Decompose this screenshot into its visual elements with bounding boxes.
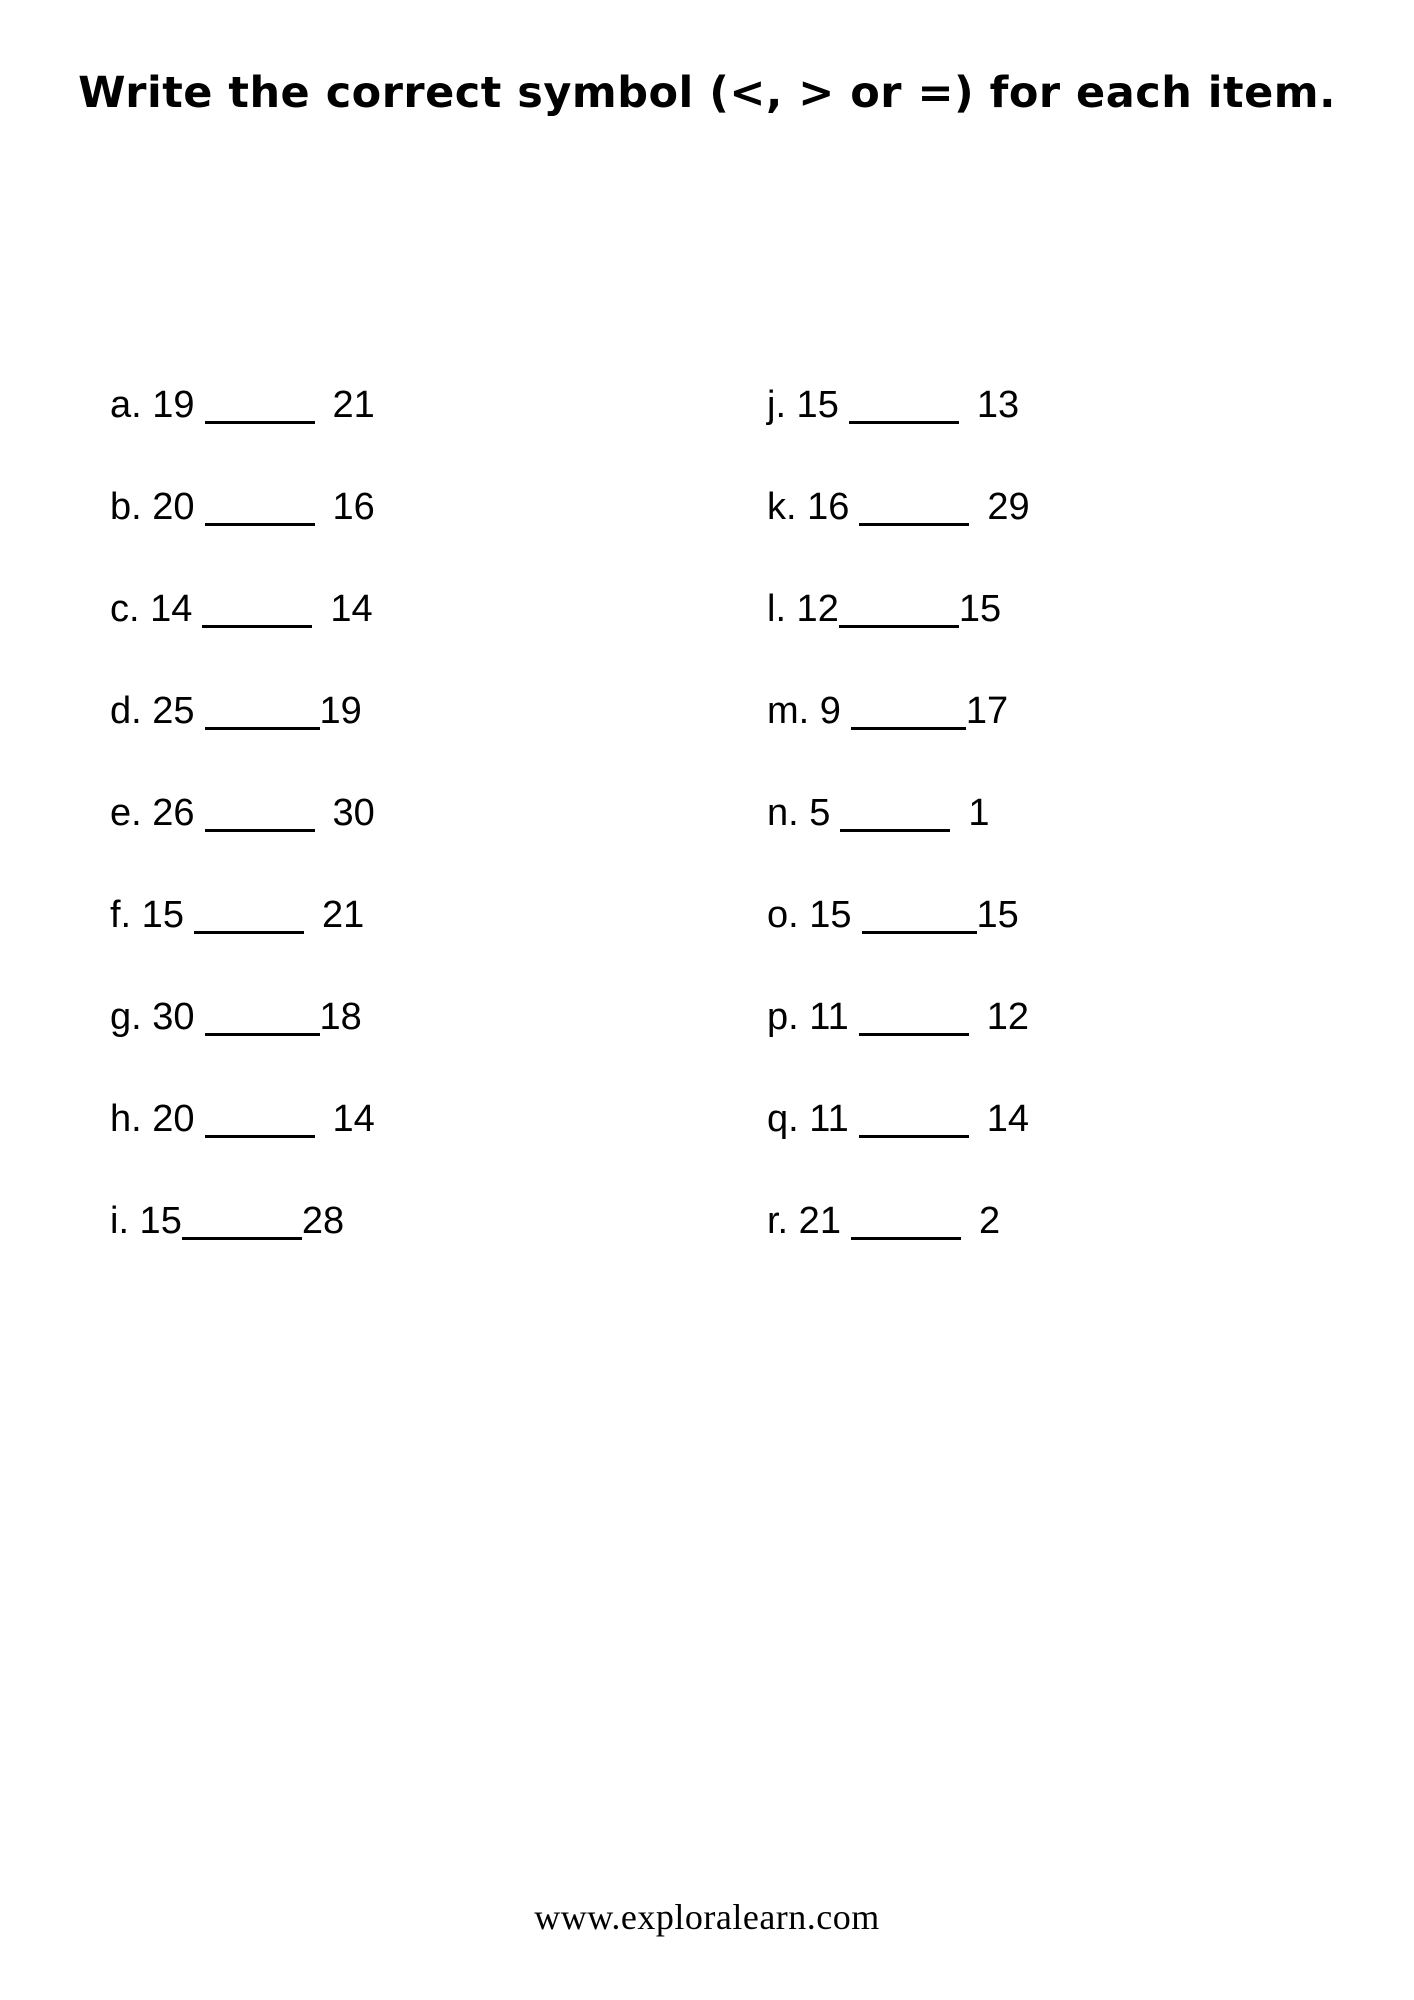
problem-item [60, 762, 707, 864]
problem-item [707, 354, 1354, 456]
item-label: i. [110, 1199, 129, 1242]
problem-item [60, 864, 707, 966]
answer-blank[interactable] [182, 1211, 302, 1240]
problem-item [707, 456, 1354, 558]
answer-blank[interactable] [851, 701, 966, 730]
answer-blank[interactable] [859, 1007, 969, 1036]
right-operand: 30 [332, 791, 375, 834]
item-label: p. [767, 995, 799, 1038]
problem-list [0, 354, 1414, 1272]
right-operand: 1 [968, 791, 990, 834]
problem-item [707, 966, 1354, 1068]
right-operand: 17 [965, 689, 1009, 732]
problem-item [60, 660, 707, 762]
right-operand: 21 [332, 383, 375, 426]
problem-item [707, 1170, 1354, 1272]
item-label: j. [767, 383, 786, 426]
left-operand: 30 [141, 995, 195, 1038]
left-operand: 12 [786, 587, 839, 630]
answer-blank[interactable] [205, 497, 315, 526]
item-label: e. [110, 791, 142, 834]
right-operand: 12 [986, 995, 1029, 1038]
left-operand: 25 [141, 689, 195, 732]
answer-blank[interactable] [859, 1109, 969, 1138]
answer-blank[interactable] [205, 701, 320, 730]
problem-item [60, 1068, 707, 1170]
left-operand: 14 [139, 587, 193, 630]
right-operand: 21 [321, 893, 365, 936]
left-operand: 15 [129, 1199, 182, 1242]
right-operand: 14 [330, 587, 373, 630]
item-label: g. [110, 995, 142, 1038]
item-label: l. [767, 587, 786, 630]
item-label: n. [767, 791, 799, 834]
right-operand: 18 [319, 995, 362, 1038]
footer-website: www.exploralearn.com [534, 1897, 880, 1937]
right-operand: 15 [976, 893, 1019, 936]
problem-item [60, 456, 707, 558]
answer-blank[interactable] [851, 1211, 961, 1240]
answer-blank[interactable] [205, 395, 315, 424]
item-label: c. [110, 587, 140, 630]
right-operand: 14 [986, 1097, 1029, 1140]
answer-blank[interactable] [194, 905, 304, 934]
problem-item [707, 558, 1354, 660]
item-label: f. [110, 893, 132, 936]
answer-blank[interactable] [205, 1109, 315, 1138]
left-operand: 19 [141, 383, 195, 426]
answer-blank[interactable] [205, 803, 315, 832]
right-operand: 16 [332, 485, 375, 528]
problem-item [707, 762, 1354, 864]
right-operand: 29 [987, 485, 1030, 528]
answer-blank[interactable] [840, 803, 950, 832]
left-operand: 15 [131, 893, 184, 936]
item-label: q. [767, 1097, 799, 1140]
answer-blank[interactable] [839, 599, 959, 628]
left-operand: 5 [798, 791, 831, 834]
page-title: Write the correct symbol (<, > or =) for each item. [78, 68, 1336, 118]
left-operand: 15 [798, 893, 852, 936]
problem-item [60, 354, 707, 456]
problem-item [60, 966, 707, 1068]
left-column [60, 354, 707, 1272]
right-operand: 19 [319, 689, 362, 732]
answer-blank[interactable] [202, 599, 312, 628]
right-operand: 13 [976, 383, 1020, 426]
item-label: o. [767, 893, 799, 936]
left-operand: 11 [798, 995, 849, 1038]
left-operand: 20 [141, 1097, 195, 1140]
answer-blank[interactable] [859, 497, 969, 526]
right-operand: 28 [301, 1199, 345, 1242]
right-operand: 14 [332, 1097, 375, 1140]
left-operand: 15 [786, 383, 839, 426]
item-label: k. [767, 485, 797, 528]
left-operand: 11 [798, 1097, 849, 1140]
problem-item [707, 660, 1354, 762]
problem-item [707, 1068, 1354, 1170]
item-label: h. [110, 1097, 142, 1140]
right-operand: 15 [958, 587, 1002, 630]
item-label: a. [110, 383, 142, 426]
answer-blank[interactable] [205, 1007, 320, 1036]
item-label: r. [767, 1199, 789, 1242]
answer-blank[interactable] [862, 905, 977, 934]
answer-blank[interactable] [849, 395, 959, 424]
right-column [707, 354, 1354, 1272]
item-label: b. [110, 485, 142, 528]
problem-item [60, 1170, 707, 1272]
item-label: d. [110, 689, 142, 732]
left-operand: 21 [788, 1199, 841, 1242]
problem-item [60, 558, 707, 660]
left-operand: 16 [796, 485, 850, 528]
left-operand: 20 [141, 485, 195, 528]
item-label: m. [767, 689, 810, 732]
left-operand: 26 [141, 791, 195, 834]
left-operand: 9 [809, 689, 841, 732]
right-operand: 2 [978, 1199, 1001, 1242]
problem-item [707, 864, 1354, 966]
